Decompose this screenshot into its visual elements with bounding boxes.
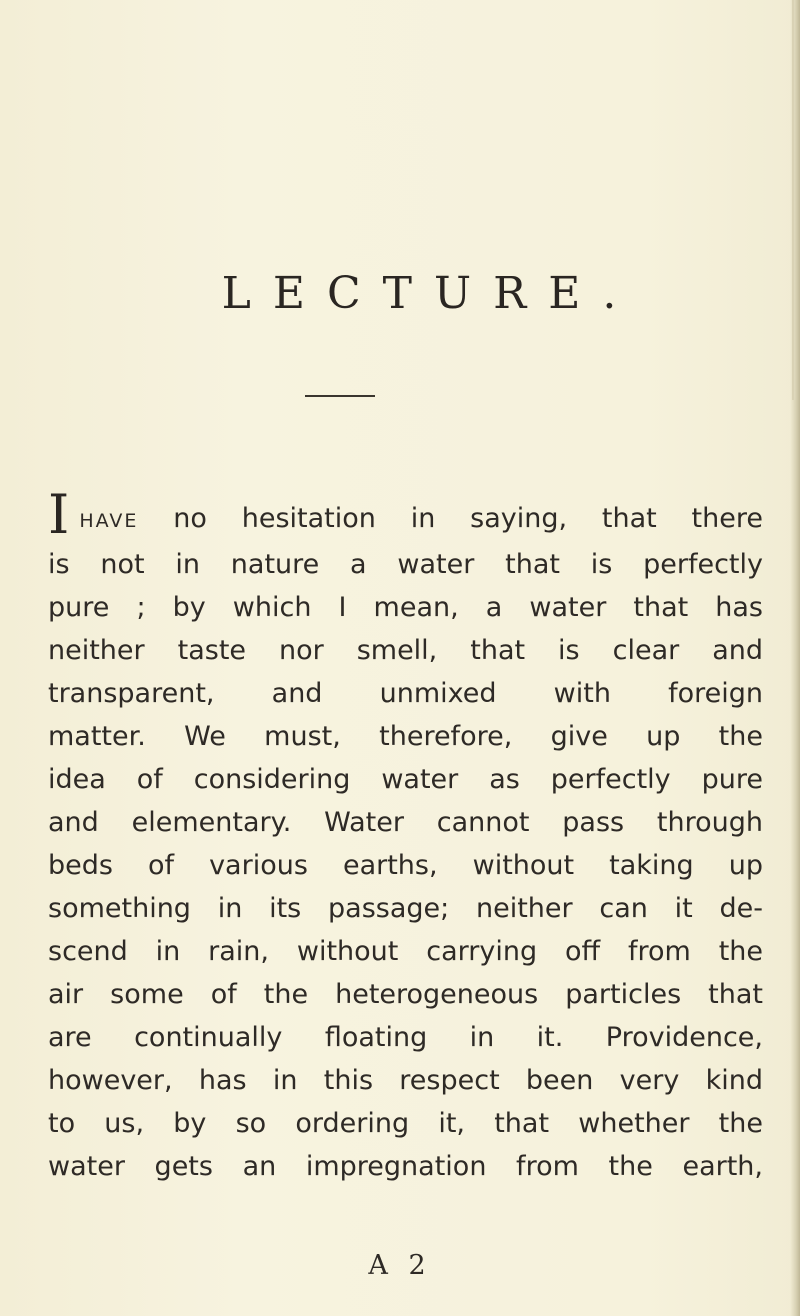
paragraph-line: beds of various earths, without taking up (48, 850, 763, 881)
first-line-text: no hesitation in saying, that there (173, 503, 763, 534)
paragraph-line: scend in rain, without carrying off from the (48, 936, 763, 967)
paragraph-line: water gets an impregnation from the earth, (48, 1151, 763, 1182)
paragraph-line: however, has in this respect been very kind (48, 1065, 763, 1096)
heading-rule (305, 395, 375, 397)
small-caps-word: HAVE (79, 510, 139, 532)
paragraph-line-1 (48, 483, 763, 546)
paragraph-line: transparent, and unmixed with foreign (48, 678, 763, 709)
paragraph-line: and elementary. Water cannot pass through (48, 807, 763, 838)
paragraph-line: air some of the heterogeneous particles that (48, 979, 763, 1010)
paragraph-line: neither taste nor smell, that is clear and (48, 635, 763, 666)
paragraph-line: idea of considering water as perfectly pure (48, 764, 763, 795)
paragraph-line: something in its passage; neither can it de- (48, 893, 763, 924)
body-paragraph (48, 483, 763, 1188)
paragraph-line: are continually floating in it. Providence, (48, 1022, 763, 1053)
paragraph-line: matter. We must, therefore, give up the (48, 721, 763, 752)
paragraph-line: is not in nature a water that is perfectly (48, 549, 763, 580)
drop-cap: I (48, 483, 70, 546)
page-edge-line (792, 0, 794, 400)
paragraph-line: to us, by so ordering it, that whether the (48, 1108, 763, 1139)
paragraph-line: pure ; by which I mean, a water that has (48, 592, 763, 623)
signature-mark: A 2 (368, 1250, 432, 1281)
lecture-heading: LECTURE. (221, 268, 639, 319)
